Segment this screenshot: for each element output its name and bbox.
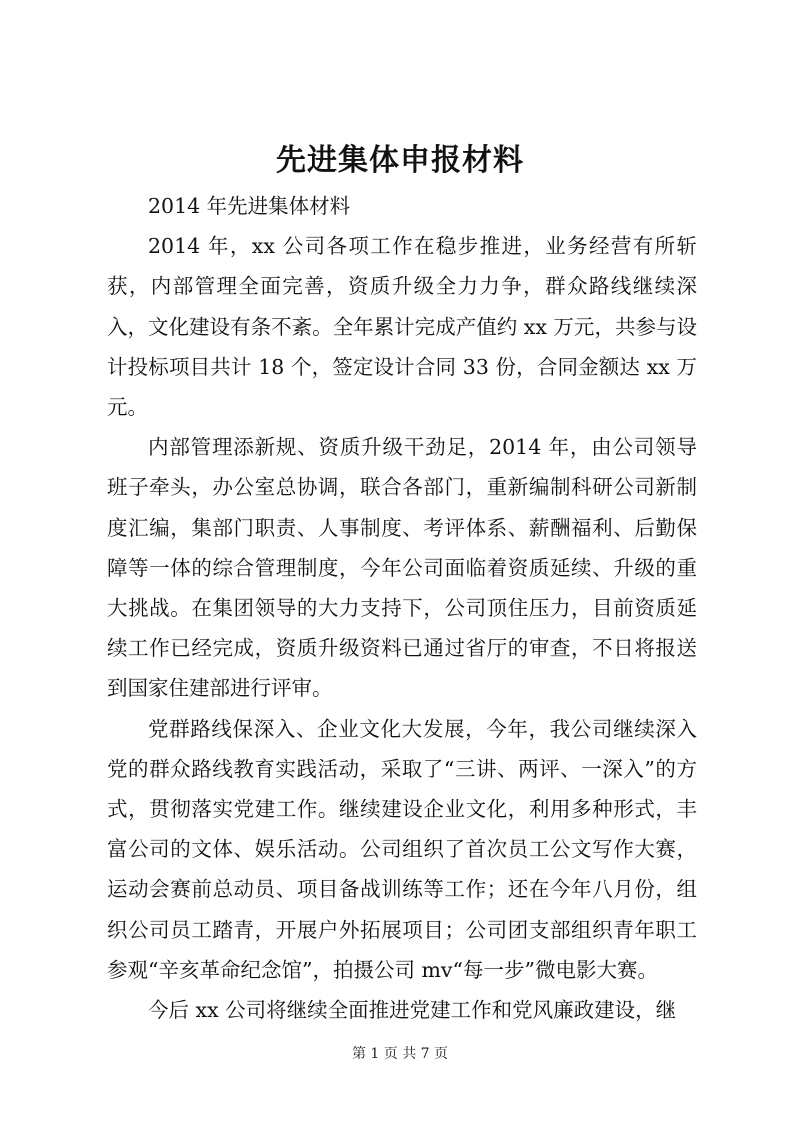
- page-footer: 第 1 页 共 7 页: [351, 1046, 449, 1062]
- paragraph-party-culture: 党群路线保深入、企业文化大发展，今年，我公司继续深入党的群众路线教育实践活动，采取了“三讲、两评、一深入”的方式，贯彻落实党建工作。继续建设企业文化，利用多种形式，丰富公司的文体、娱乐活动。公司组织了首次员工公文写作大赛，运动会赛前总动员、项目备战训练等工作；还在今年八月份，组织公司员工踏青，开展户外拓展项目；公司团支部组织青年职工参观“辛亥革命纪念馆”，拍摄公司 mv“每一步”微电影大赛。: [107, 716, 697, 982]
- document-body: [107, 186, 697, 1030]
- paragraph-summary: 2014 年，xx 公司各项工作在稳步推进，业务经营有所斩获，内部管理全面完善，资质升级全力力争，群众路线继续深入，文化建设有条不紊。全年累计完成产值约 xx 万元，共参与设计投标项目共计 18 个，签定设计合同 33 份，合同金额达 xx 万元。: [107, 234, 697, 420]
- subtitle-paragraph: 2014 年先进集体材料: [148, 194, 351, 218]
- paragraph-future: 今后 xx 公司将继续全面推进党建工作和党风廉政建设，继: [148, 998, 677, 1023]
- paragraph-management: 内部管理添新规、资质升级干劲足，2014 年，由公司领导班子牵头，办公室总协调，联合各部门，重新编制科研公司新制度汇编，集部门职责、人事制度、考评体系、薪酬福利、后勤保障等一体的综合管理制度，今年公司面临着资质延续、升级的重大挑战。在集团领导的大力支持下，公司顶住压力，目前资质延续工作已经完成，资质升级资料已通过省厅的审查，不日将报送到国家住建部进行评审。: [107, 435, 697, 701]
- document-title: 先进集体申报材料: [276, 143, 524, 178]
